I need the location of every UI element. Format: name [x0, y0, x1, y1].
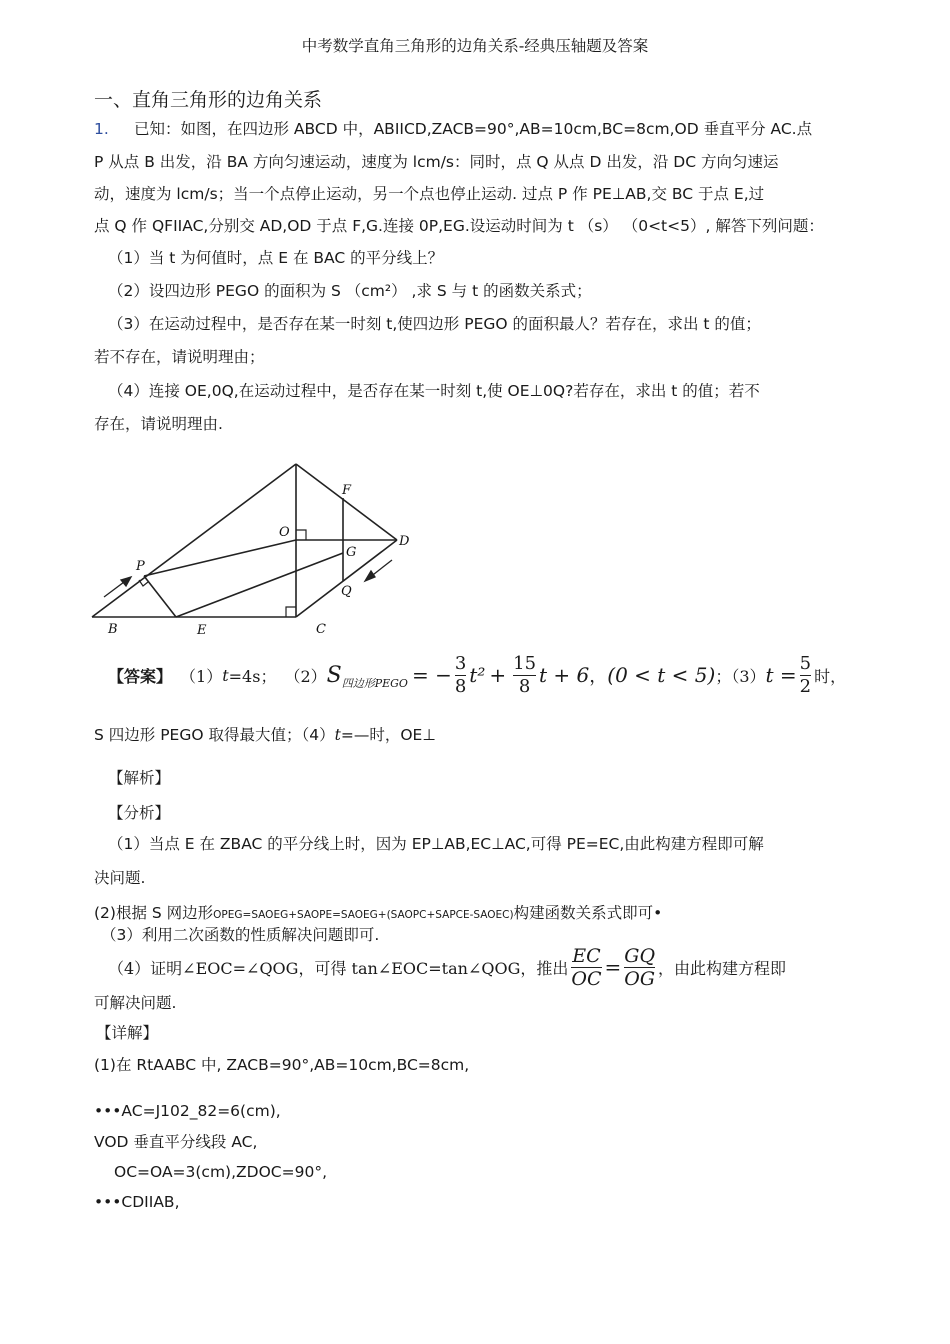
- answer-line-2-rest: =—时，OE⊥: [340, 726, 436, 744]
- geometry-figure: [85, 455, 425, 640]
- page-header-title: 中考数学直角三角形的边角关系-经典压轴题及答案: [301, 37, 649, 55]
- answer-linear-tail: t + 6: [539, 663, 590, 687]
- right-angle-o: [296, 530, 306, 540]
- analysis-subheading: 【分析】: [108, 804, 171, 822]
- problem-line: P 从点 B 出发，沿 BA 方向匀速运动，速度为 lcm/s：同时，点 Q 从点 D 出发，沿 DC 方向匀速运: [94, 153, 779, 171]
- segment-ab: [92, 464, 296, 617]
- arrow-p-head: [121, 577, 131, 586]
- answer-comma: ，: [589, 666, 608, 687]
- answer-label: 【答案】: [108, 666, 173, 686]
- analysis-point-1-cont: 决问题.: [94, 869, 146, 887]
- analysis-point-3: （3）利用二次函数的性质解决问题即可.: [101, 926, 380, 944]
- analysis-fraction-ec-oc: [571, 945, 601, 990]
- label-q: Q: [341, 584, 352, 599]
- question-4-cont: 存在，请说明理由.: [94, 415, 223, 433]
- label-g: G: [346, 545, 357, 560]
- label-e: E: [197, 623, 207, 638]
- segment-ad: [296, 464, 397, 540]
- problem-line: 已知：如图，在四边形 ABCD 中，ABIICD,ZACB=90°,AB=10cm,BC=8cm,OD 垂直平分 AC.点: [134, 120, 813, 138]
- analysis-point-4-post: ，由此构建方程即: [658, 958, 787, 978]
- detail-heading: 【详解】: [96, 1024, 159, 1042]
- problem-line: 点 Q 作 QFIIAC,分别交 AD,OD 于点 F,G.连接 0P,EG.设运动时间为 t （s） （0<t<5）, 解答下列问题：: [94, 217, 824, 235]
- analysis-point-2-pre: (2)根据 S 网边形: [94, 904, 214, 922]
- label-f: F: [342, 483, 352, 498]
- answer-s-subscript: 四边形PEGO: [341, 677, 408, 690]
- analysis-point-4: [108, 942, 786, 992]
- segment-po: [144, 540, 296, 576]
- label-b: B: [108, 622, 118, 637]
- answer-t-equals: t =: [765, 663, 797, 687]
- detail-line: VOD 垂直平分线段 AC,: [94, 1133, 258, 1151]
- detail-line: (1)在 RtAABC 中, ZACB=90°,AB=10cm,BC=8cm,: [94, 1056, 470, 1074]
- question-4: （4）连接 OE,0Q,在运动过程中，是否存在某一时刻 t,使 OE⊥0Q?若存在，求出 t 的值；若不: [108, 382, 760, 400]
- analysis-point-4-cont: 可解决问题.: [94, 994, 177, 1012]
- label-c: C: [316, 622, 326, 637]
- label-o: O: [279, 525, 290, 540]
- right-angle-c: [286, 607, 296, 617]
- answer-line: [108, 650, 846, 700]
- answer-part-2: （2）: [284, 666, 327, 686]
- analysis-point-4-pre: （4）证明∠EOC=∠QOG，可得 tan∠EOC=tan∠QOG，推出: [108, 958, 569, 978]
- fraction-numerator: GQ: [624, 944, 656, 967]
- fraction-numerator: EC: [572, 944, 601, 967]
- answer-part-1: （1）: [180, 666, 223, 686]
- answer-t-var: t: [222, 665, 229, 685]
- arrow-q-head: [365, 571, 375, 581]
- answer-equals-minus: = −: [411, 663, 452, 687]
- question-1: （1）当 t 为何值时，点 E 在 BAC 的平分线上？: [108, 249, 444, 267]
- analysis-fraction-gq-og: [624, 945, 655, 990]
- label-d: D: [399, 534, 410, 549]
- fraction-denominator: OC: [571, 967, 602, 990]
- analysis-point-2: [94, 903, 662, 925]
- answer-t-squared: t²: [469, 663, 486, 687]
- answer-t-value: =4s；: [228, 666, 277, 686]
- segment-pe: [144, 576, 176, 617]
- answer-line-2-text: S 四边形 PEGO 取得最大值；（4）: [94, 726, 335, 744]
- question-2: （2）设四边形 PEGO 的面积为 S （cm²） ,求 S 与 t 的函数关系式；: [108, 282, 592, 300]
- label-p: P: [136, 559, 145, 574]
- answer-part-3: ；（3）: [715, 666, 766, 686]
- fraction-denominator: 8: [513, 675, 536, 698]
- detail-line: OC=OA=3(cm),ZDOC=90°,: [114, 1163, 327, 1181]
- fraction-numerator: 3: [454, 652, 467, 674]
- fraction-numerator: 15: [513, 652, 537, 674]
- answer-time-suffix: 时，: [814, 666, 847, 686]
- analysis-point-2-formula: OPEG=SAOEG+SAOPE=SAOEG+(SAOPC+SAPCE-SAOEC): [213, 909, 514, 921]
- detail-line: •••CDIIAB,: [94, 1193, 180, 1211]
- fraction-denominator: OG: [624, 967, 656, 990]
- answer-fraction-2: [513, 653, 536, 698]
- analysis-heading: 【解析】: [108, 769, 171, 787]
- analysis-point-2-post: 构建函数关系式即可•: [513, 904, 663, 922]
- fraction-denominator: 8: [454, 675, 467, 697]
- answer-fraction-3: [800, 653, 811, 698]
- answer-fraction-1: [455, 653, 466, 698]
- answer-line-2: [94, 725, 436, 745]
- answer-line-2-t: t: [334, 726, 341, 744]
- fraction-numerator: 5: [799, 652, 812, 674]
- problem-number: 1.: [94, 120, 109, 138]
- answer-s-symbol: S: [326, 662, 342, 688]
- answer-plus: +: [489, 663, 507, 687]
- section-title: 一、直角三角形的边角关系: [94, 89, 323, 111]
- fraction-denominator: 2: [799, 675, 812, 697]
- problem-line: 动，速度为 lcm/s；当一个点停止运动，另一个点也停止运动. 过点 P 作 PE⊥AB,交 BC 于点 E,过: [94, 185, 765, 203]
- analysis-equals: =: [604, 955, 622, 979]
- question-3-cont: 若不存在，请说明理由；: [94, 348, 265, 366]
- analysis-point-1: （1）当点 E 在 ZBAC 的平分线上时，因为 EP⊥AB,EC⊥AC,可得 PE=EC,由此构建方程即可解: [108, 835, 764, 853]
- question-3: （3）在运动过程中，是否存在某一时刻 t,使四边形 PEGO 的面积最人？若存在，求出 t 的值；: [108, 315, 761, 333]
- answer-range: (0 < t < 5): [607, 663, 716, 687]
- detail-line: •••AC=J102_82=6(cm),: [94, 1102, 281, 1120]
